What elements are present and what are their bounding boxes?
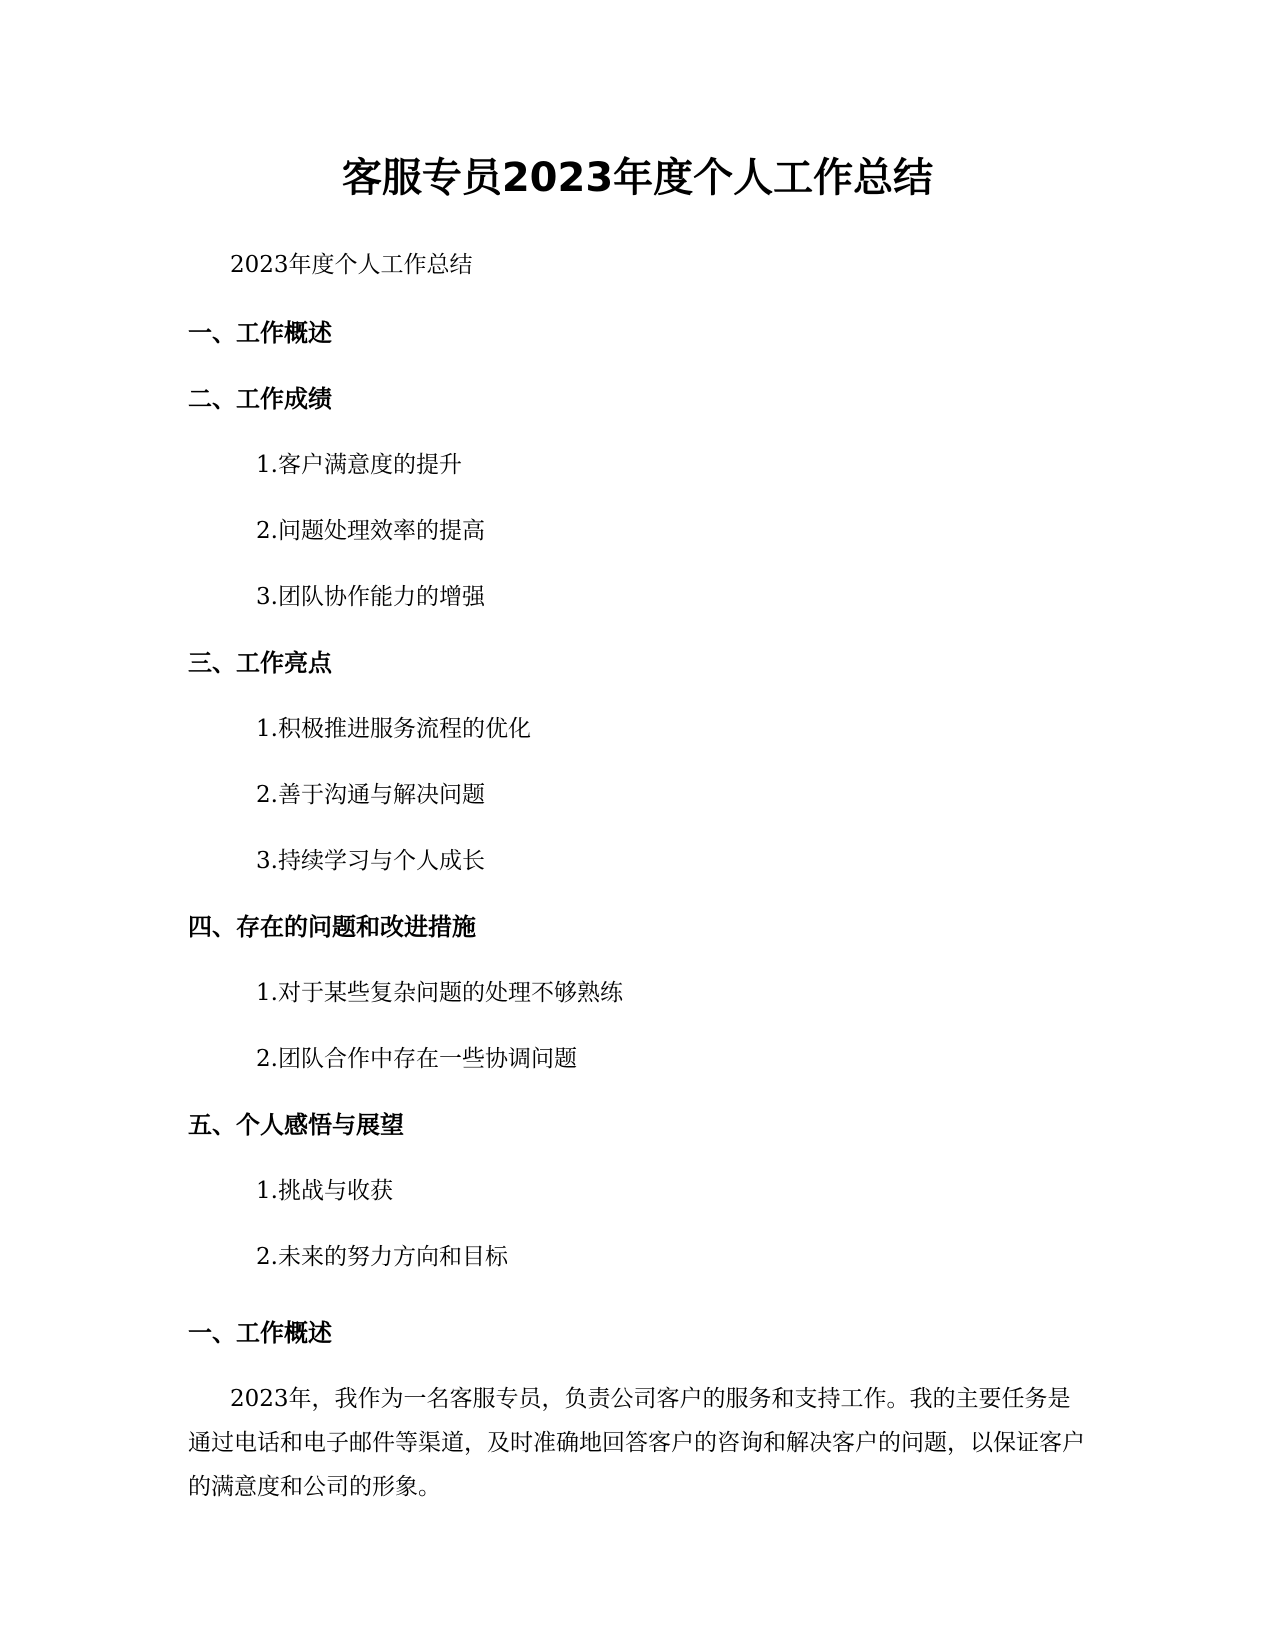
section-heading: 二、工作成绩 [188,385,332,413]
outline-item: 3.团队协作能力的增强 [256,584,485,610]
outline-list [188,316,1088,1306]
document-subtitle: 2023年度个人工作总结 [230,252,473,278]
outline-item: 1.对于某些复杂问题的处理不够熟练 [256,980,623,1006]
section-heading: 三、工作亮点 [188,649,332,677]
outline-item: 2.未来的努力方向和目标 [256,1244,508,1270]
outline-item: 2.善于沟通与解决问题 [256,782,485,808]
outline-item: 3.持续学习与个人成长 [256,848,485,874]
body-section-heading: 一、工作概述 [188,1319,332,1347]
section-heading: 四、存在的问题和改进措施 [188,913,476,941]
outline-item: 2.团队合作中存在一些协调问题 [256,1046,577,1072]
outline-item: 1.客户满意度的提升 [256,452,462,478]
outline-item: 2.问题处理效率的提高 [256,518,485,544]
document-title: 客服专员2023年度个人工作总结 [341,155,934,201]
outline-item: 1.积极推进服务流程的优化 [256,716,531,742]
section-heading: 五、个人感悟与展望 [188,1111,404,1139]
section-heading: 一、工作概述 [188,319,332,347]
body-paragraph: 2023年，我作为一名客服专员，负责公司客户的服务和支持工作。我的主要任务是通过电话和电子邮件等渠道，及时准确地回答客户的咨询和解决客户的问题，以保证客户的满意度和公司的形象。 [188,1386,1085,1500]
outline-item: 1.挑战与收获 [256,1178,393,1204]
